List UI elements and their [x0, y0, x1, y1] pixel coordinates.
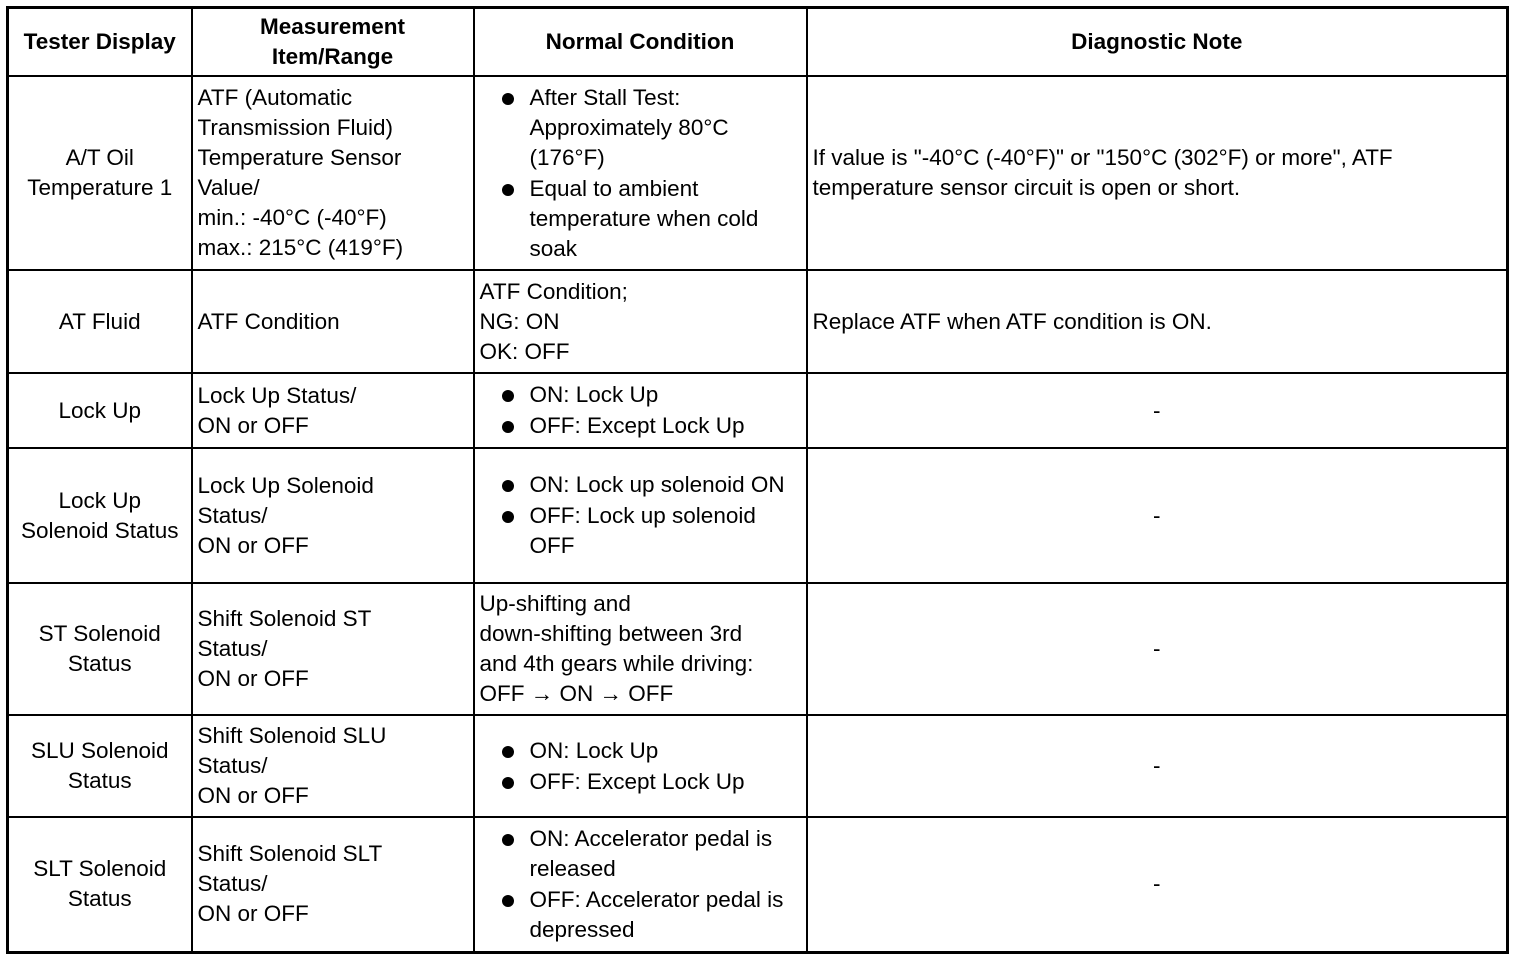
bullet-dot-icon	[502, 93, 514, 105]
cell-normal-condition	[474, 270, 807, 373]
cell-tester-display: A/T Oil Temperature 1	[8, 76, 192, 270]
condition-bullet-list	[480, 736, 801, 797]
condition-bullet-item	[480, 174, 801, 264]
cell-measurement-item	[192, 76, 474, 270]
condition-line: NG: ON	[479, 308, 560, 334]
condition-bullet-text: OFF: Except Lock Up	[529, 768, 745, 794]
table-row	[8, 76, 1508, 270]
table-row	[8, 373, 1508, 448]
item-line: ATF Condition	[197, 308, 340, 334]
condition-line: Up-shifting and	[479, 591, 631, 616]
item-line: Shift Solenoid ST	[197, 606, 372, 631]
item-line: min.: -40°C (-40°F)	[197, 205, 387, 230]
condition-bullet-item	[480, 736, 801, 766]
cell-tester-display: AT Fluid	[8, 270, 192, 373]
condition-bullet-text: OFF: Accelerator pedal is depressed	[529, 886, 784, 942]
condition-bullet-list	[480, 824, 801, 945]
condition-line: ATF Condition;	[479, 278, 628, 304]
item-line: Transmission Fluid)	[197, 115, 393, 140]
cell-measurement-item	[192, 373, 474, 448]
condition-bullet-text: ON: Lock Up	[529, 737, 659, 763]
header-tester-display: Tester Display	[8, 8, 192, 77]
cell-normal-condition	[474, 448, 807, 583]
cell-measurement-item	[192, 448, 474, 583]
condition-bullet-item	[480, 501, 801, 561]
cell-diagnostic-note: -	[807, 448, 1508, 583]
condition-bullet-text: OFF: Lock up solenoid OFF	[529, 503, 756, 558]
table-row	[8, 817, 1508, 952]
table-row	[8, 583, 1508, 715]
condition-bullet-text: ON: Accelerator pedal is released	[529, 825, 773, 881]
cell-measurement-item	[192, 715, 474, 817]
condition-line: OK: OFF	[479, 338, 570, 364]
cell-tester-display: SLU Solenoid Status	[8, 715, 192, 817]
bullet-dot-icon	[502, 421, 514, 433]
condition-bullet-item	[480, 411, 801, 441]
item-line: ON or OFF	[197, 532, 309, 558]
header-normal-condition: Normal Condition	[474, 8, 807, 77]
bullet-dot-icon	[502, 511, 514, 523]
item-line: Lock Up Status/	[197, 382, 357, 408]
table-header-row	[8, 8, 1508, 77]
item-line: Status/	[197, 871, 268, 897]
condition-bullet-text: OFF: Except Lock Up	[529, 413, 745, 438]
header-diagnostic-note: Diagnostic Note	[807, 8, 1508, 77]
condition-bullet-text: ON: Lock up solenoid ON	[529, 472, 785, 497]
cell-normal-condition	[474, 76, 807, 270]
condition-bullet-list	[480, 470, 801, 561]
cell-diagnostic-note: -	[807, 373, 1508, 448]
cell-normal-condition	[474, 817, 807, 952]
header-measurement-item: Measurement Item/Range	[192, 8, 474, 77]
item-line: Shift Solenoid SLU	[197, 723, 387, 748]
item-line: ON or OFF	[197, 783, 309, 808]
item-line: Status/	[197, 753, 268, 778]
item-line: ON or OFF	[197, 412, 309, 438]
cell-normal-condition	[474, 715, 807, 817]
item-line: Status/	[197, 502, 268, 528]
bullet-dot-icon	[502, 184, 514, 196]
item-line: max.: 215°C (419°F)	[197, 235, 404, 260]
condition-bullet-item	[480, 767, 801, 797]
bullet-dot-icon	[502, 834, 514, 846]
bullet-dot-icon	[502, 746, 514, 758]
condition-bullet-list	[480, 380, 801, 441]
condition-line: OFF → ON → OFF	[479, 681, 674, 706]
diagnostic-table-container	[6, 6, 1506, 954]
cell-diagnostic-note: -	[807, 715, 1508, 817]
bullet-dot-icon	[502, 480, 514, 492]
item-line: ON or OFF	[197, 901, 309, 927]
condition-bullet-item	[480, 380, 801, 410]
condition-bullet-item	[480, 83, 801, 173]
diagnostic-data-table	[6, 6, 1509, 954]
cell-normal-condition	[474, 373, 807, 448]
condition-bullet-item	[480, 824, 801, 884]
cell-diagnostic-note: -	[807, 817, 1508, 952]
bullet-dot-icon	[502, 777, 514, 789]
item-line: ATF (Automatic	[197, 85, 353, 110]
item-line: Status/	[197, 636, 268, 661]
cell-diagnostic-note: If value is "-40°C (-40°F)" or "150°C (302°F) or more", ATF temperature sensor circuit is open or short.	[807, 76, 1508, 270]
cell-diagnostic-note: -	[807, 583, 1508, 715]
cell-tester-display: Lock Up Solenoid Status	[8, 448, 192, 583]
cell-tester-display: SLT Solenoid Status	[8, 817, 192, 952]
table-row	[8, 715, 1508, 817]
table-row	[8, 448, 1508, 583]
item-line: Temperature Sensor	[197, 145, 402, 170]
condition-bullet-list	[480, 83, 801, 264]
item-line: Shift Solenoid SLT	[197, 841, 383, 867]
condition-bullet-text: Equal to ambient temperature when cold soak	[529, 175, 759, 261]
condition-bullet-text: After Stall Test: Approximately 80°C (176°F)	[529, 84, 729, 170]
cell-measurement-item	[192, 817, 474, 952]
bullet-dot-icon	[502, 895, 514, 907]
cell-normal-condition	[474, 583, 807, 715]
table-body	[8, 76, 1508, 952]
cell-diagnostic-note: Replace ATF when ATF condition is ON.	[807, 270, 1508, 373]
cell-tester-display: Lock Up	[8, 373, 192, 448]
item-line: Value/	[197, 175, 260, 200]
item-line: Lock Up Solenoid	[197, 472, 374, 498]
item-line: ON or OFF	[197, 666, 309, 691]
condition-line: down-shifting between 3rd	[479, 621, 743, 646]
cell-measurement-item	[192, 270, 474, 373]
cell-measurement-item	[192, 583, 474, 715]
condition-bullet-text: ON: Lock Up	[529, 382, 659, 407]
condition-line: and 4th gears while driving:	[479, 651, 754, 676]
table-row	[8, 270, 1508, 373]
condition-bullet-item	[480, 470, 801, 500]
bullet-dot-icon	[502, 390, 514, 402]
cell-tester-display: ST Solenoid Status	[8, 583, 192, 715]
condition-bullet-item	[480, 885, 801, 945]
